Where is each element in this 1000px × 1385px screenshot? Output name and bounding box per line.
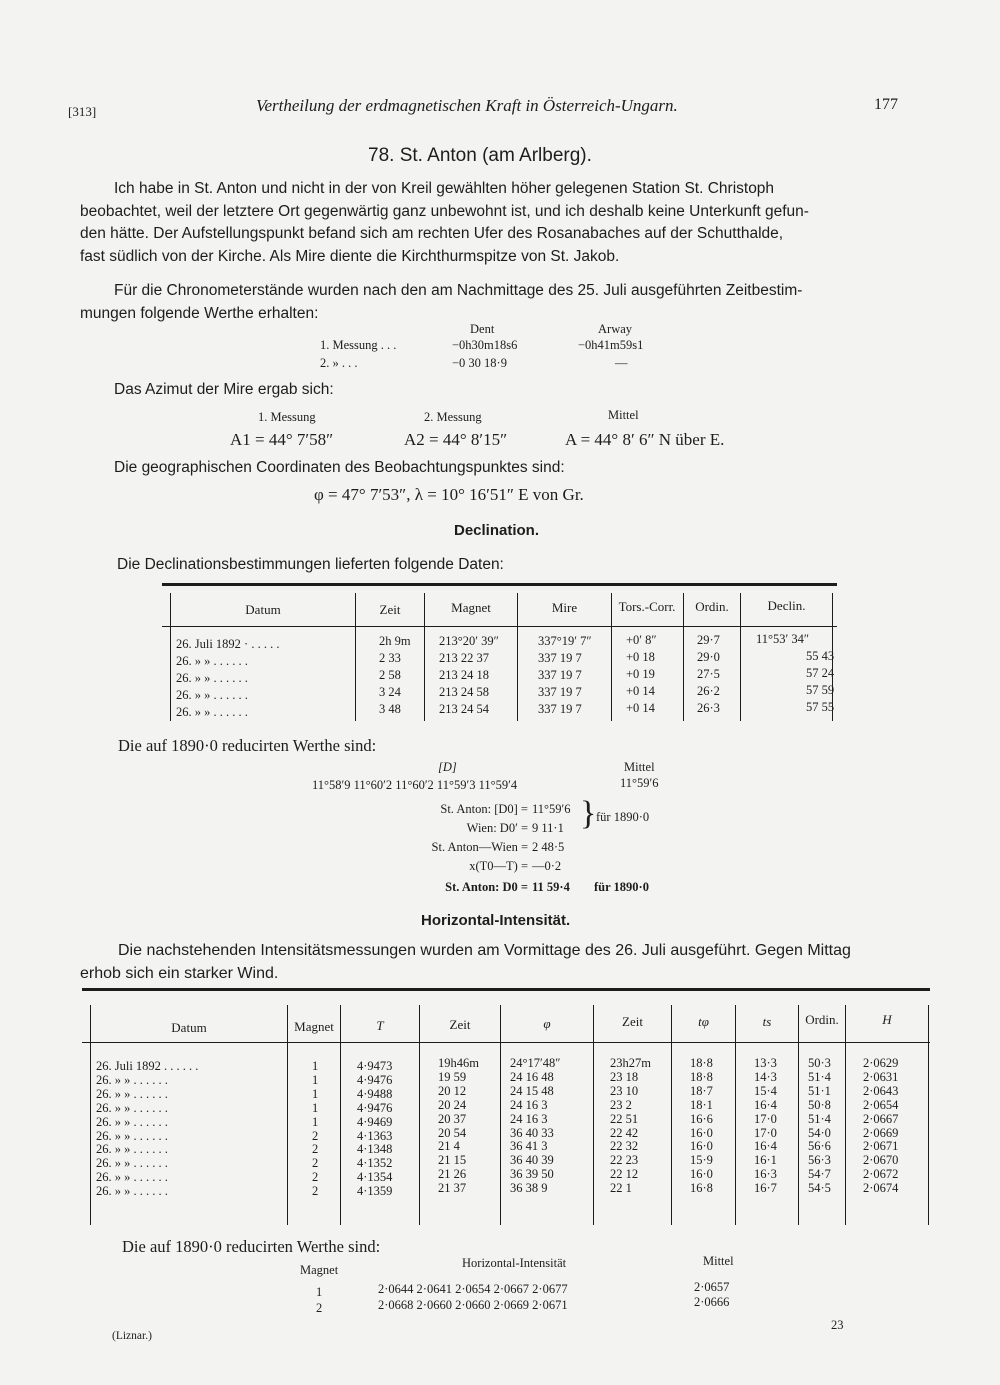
col-header-ts: ts xyxy=(762,1014,772,1029)
row-h: 2·0643 xyxy=(863,1083,899,1098)
coords-value: φ = 47° 7′53″, λ = 10° 16′51″ E von Gr. xyxy=(314,485,584,504)
row-tors: +0 14 xyxy=(626,684,655,698)
page-left-number: [313] xyxy=(68,104,97,119)
row-datum: 26. » » . . . . . . xyxy=(96,1156,168,1171)
final-fuer: für 1890·0 xyxy=(594,880,649,894)
row-datum: 26. » » . . . . . . xyxy=(176,654,248,668)
declination-heading: Declination. xyxy=(454,522,540,539)
row-t: 4·1363 xyxy=(357,1128,393,1143)
row-ordin: 29·0 xyxy=(697,650,720,664)
row-tors: +0′ 8″ xyxy=(626,633,657,647)
row-magnet: 1 xyxy=(312,1086,319,1101)
chrono-col-arway: Arway xyxy=(598,322,633,336)
reduced-magnet: 2 xyxy=(316,1301,323,1315)
row-declin: 57 55 xyxy=(806,700,835,714)
row-t: 4·1359 xyxy=(357,1184,393,1199)
row-h: 2·0667 xyxy=(863,1111,899,1126)
row-magnet: 2 xyxy=(312,1170,319,1185)
d-values: 11°58′9 11°60′2 11°60′2 11°59′3 11°59′4 xyxy=(312,778,518,792)
table-top-rule xyxy=(82,988,930,991)
row-mire: 337°19′ 7″ xyxy=(538,634,592,648)
row-datum: 26. » » . . . . . . xyxy=(96,1114,168,1129)
row-ordin: 51·4 xyxy=(808,1111,831,1126)
row-ordin: 54·0 xyxy=(808,1125,831,1140)
row-datum: 26. » » . . . . . . xyxy=(96,1170,168,1185)
intro-paragraph xyxy=(80,178,930,268)
row-magnet: 213 24 18 xyxy=(439,668,489,682)
reduced-mittel: 2·0657 xyxy=(694,1280,730,1294)
table-header-rule xyxy=(82,1042,930,1043)
row-h: 2·0670 xyxy=(863,1153,899,1168)
row-magnet: 2 xyxy=(312,1156,319,1171)
azimut-value-mittel: A = 44° 8′ 6″ N über E. xyxy=(565,430,725,449)
col-header-datum: Datum xyxy=(245,602,281,617)
brace-icon: } xyxy=(580,795,597,832)
row-zeit: 3 48 xyxy=(379,702,401,716)
horizontal-reduced-intro: Die auf 1890·0 reducirten Werthe sind: xyxy=(122,1237,381,1256)
reduced-col-mittel: Mittel xyxy=(703,1254,734,1268)
col-header-magnet: Magnet xyxy=(294,1019,334,1034)
row-ts: 17·0 xyxy=(754,1111,777,1126)
table-vrule xyxy=(419,1005,420,1225)
row-t: 4·9476 xyxy=(357,1072,393,1087)
row-phi: 24 16 3 xyxy=(510,1097,548,1112)
col-header-t-phi: tφ xyxy=(698,1014,709,1029)
col-header-h: H xyxy=(882,1012,892,1027)
row-datum: 26. » » . . . . . . xyxy=(176,705,248,719)
col-header-tors-corr: Tors.-Corr. xyxy=(618,599,676,614)
row-ordin: 54·7 xyxy=(808,1167,831,1182)
row-zeit-2: 23 10 xyxy=(610,1083,639,1098)
row-zeit: 2h 9m xyxy=(379,634,411,648)
row-datum: 26. Juli 1892 · . . . . . xyxy=(176,637,280,651)
row-magnet: 2 xyxy=(312,1128,319,1143)
row-phi: 24 15 48 xyxy=(510,1083,554,1098)
table-vrule xyxy=(340,1005,341,1225)
chrono-line: mungen folgende Werthe erhalten: xyxy=(80,304,319,322)
row-zeit: 2 58 xyxy=(379,668,401,682)
azimut-value-2: A2 = 44° 8′15″ xyxy=(404,430,508,449)
row-phi: 24 16 48 xyxy=(510,1069,554,1084)
row-zeit: 21 4 xyxy=(438,1139,460,1154)
reduced-magnet: 1 xyxy=(316,1285,323,1299)
row-ordin: 29·7 xyxy=(697,633,720,647)
row-h: 2·0674 xyxy=(863,1181,899,1196)
intro-line: beobachtet, weil der letztere Ort gegenwärtig ganz unbewohnt ist, und ich deshalb keine Unterkunft gefun- xyxy=(80,202,809,220)
reduction-left: St. Anton: [D0] = xyxy=(440,802,528,816)
horizontal-intro-line: erhob sich ein starker Wind. xyxy=(80,964,279,982)
mittel-label: Mittel xyxy=(624,760,655,774)
horizontal-intro xyxy=(80,940,930,985)
intro-line: fast südlich von der Kirche. Als Mire diente die Kirchthurmspitze von St. Jakob. xyxy=(80,247,620,265)
row-zeit: 21 26 xyxy=(438,1167,467,1182)
row-ordin: 54·5 xyxy=(808,1181,831,1196)
declination-reduced-intro: Die auf 1890·0 reducirten Werthe sind: xyxy=(118,736,377,755)
row-t-phi: 16·6 xyxy=(690,1111,713,1126)
chrono-line: Für die Chronometerstände wurden nach den am Nachmittage des 25. Juli ausgeführten Zeitbestim- xyxy=(114,282,803,299)
row-zeit-2: 22 23 xyxy=(610,1153,639,1168)
table-header-rule xyxy=(162,626,837,627)
row-ts: 16·7 xyxy=(754,1181,777,1196)
row-declin: 57 59 xyxy=(806,683,835,697)
intro-line: den hätte. Der Aufstellungspunkt befand sich am rechten Ufer des Rosanabaches auf der Schutthalde, xyxy=(80,225,784,242)
row-magnet: 1 xyxy=(312,1114,319,1129)
row-magnet: 213 22 37 xyxy=(439,651,489,665)
row-magnet: 2 xyxy=(312,1184,319,1199)
row-mire: 337 19 7 xyxy=(538,668,582,682)
row-ordin: 27·5 xyxy=(697,667,720,681)
table-vrule xyxy=(287,1005,288,1225)
azimut-label-1: 1. Messung xyxy=(258,410,316,424)
row-t-phi: 16·0 xyxy=(690,1139,713,1154)
col-header-zeit: Zeit xyxy=(449,1017,471,1032)
row-magnet: 213°20′ 39″ xyxy=(439,634,499,648)
table-vrule xyxy=(735,1005,736,1225)
row-tors: +0 14 xyxy=(626,701,655,715)
row-t: 4·1348 xyxy=(357,1142,393,1157)
table-vrule xyxy=(500,1005,501,1225)
row-t-phi: 18·1 xyxy=(690,1097,713,1112)
row-mire: 337 19 7 xyxy=(538,651,582,665)
row-zeit-2: 22 32 xyxy=(610,1139,639,1154)
row-magnet: 1 xyxy=(312,1059,319,1073)
row-ordin: 50·8 xyxy=(808,1097,831,1112)
row-ordin: 26·3 xyxy=(697,701,720,715)
declination-intro: Die Declinationsbestimmungen lieferten folgende Daten: xyxy=(117,556,504,573)
chrono-row-label: 1. Messung . . . xyxy=(320,338,397,352)
final-right: 11 59·4 xyxy=(532,880,570,894)
row-datum: 26. » » . . . . . . xyxy=(96,1142,168,1157)
row-zeit: 21 15 xyxy=(438,1153,467,1168)
row-h: 2·0629 xyxy=(863,1056,899,1070)
row-phi: 24°17′48″ xyxy=(510,1056,561,1070)
row-t: 4·1352 xyxy=(357,1156,393,1171)
row-t-phi: 18·8 xyxy=(690,1056,713,1070)
row-zeit: 21 37 xyxy=(438,1181,467,1196)
row-zeit-2: 22 51 xyxy=(610,1111,639,1126)
chrono-col-dent: Dent xyxy=(470,322,495,336)
row-zeit: 20 37 xyxy=(438,1111,467,1126)
reduction-right: 2 48·5 xyxy=(532,840,565,854)
section-title: 78. St. Anton (am Arlberg). xyxy=(368,145,592,166)
table-vrule xyxy=(593,1005,594,1225)
row-datum: 26. » » . . . . . . xyxy=(96,1100,168,1115)
reduced-values: 2·0668 2·0660 2·0660 2·0669 2·0671 xyxy=(378,1298,568,1312)
row-declin: 57 24 xyxy=(806,666,835,680)
row-zeit-2: 22 42 xyxy=(610,1125,639,1140)
col-header-datum: Datum xyxy=(171,1020,207,1035)
row-t-phi: 16·0 xyxy=(690,1167,713,1182)
row-ts: 16·4 xyxy=(754,1139,777,1154)
row-h: 2·0669 xyxy=(863,1125,899,1140)
table-vrule xyxy=(798,1005,799,1225)
row-datum: 26. » » . . . . . . xyxy=(96,1072,168,1087)
row-datum: 26. » » . . . . . . xyxy=(96,1184,168,1199)
page-number: 177 xyxy=(874,96,898,113)
table-vrule xyxy=(928,1005,929,1225)
row-phi: 36 40 39 xyxy=(510,1153,554,1168)
row-h: 2·0671 xyxy=(863,1139,899,1154)
azimut-label-2: 2. Messung xyxy=(424,410,482,424)
row-zeit: 20 12 xyxy=(438,1083,467,1098)
row-zeit: 19 59 xyxy=(438,1069,467,1084)
row-tors: +0 18 xyxy=(626,650,655,664)
horizontal-intro-line: Die nachstehenden Intensitätsmessungen wurden am Vormittage des 26. Juli ausgeführt. Gegen Mittag xyxy=(118,942,851,959)
row-t: 4·9473 xyxy=(357,1059,393,1073)
fuer-label: für 1890·0 xyxy=(596,810,650,824)
row-zeit: 20 54 xyxy=(438,1125,467,1140)
row-phi: 24 16 3 xyxy=(510,1111,548,1126)
chrono-row-arway: — xyxy=(615,356,628,370)
reduction-right: —0·2 xyxy=(532,859,562,873)
row-mire: 337 19 7 xyxy=(538,685,582,699)
chrono-row-arway: −0h41m59s1 xyxy=(578,338,644,352)
row-ordin: 56·3 xyxy=(808,1153,831,1168)
col-header-zeit: Zeit xyxy=(379,602,401,617)
table-vrule xyxy=(90,1005,91,1225)
row-ts: 16·4 xyxy=(754,1097,777,1112)
row-ts: 17·0 xyxy=(754,1125,777,1140)
row-zeit: 3 24 xyxy=(379,685,401,699)
running-title: Vertheilung der erdmagnetischen Kraft in Österreich-Ungarn. xyxy=(256,96,678,115)
row-magnet: 1 xyxy=(312,1072,319,1087)
reduced-col-magnet: Magnet xyxy=(300,1263,339,1277)
row-zeit-2: 23h27m xyxy=(610,1056,651,1070)
row-magnet: 213 24 54 xyxy=(439,702,489,716)
row-t: 4·9469 xyxy=(357,1114,393,1129)
row-t-phi: 16·8 xyxy=(690,1181,713,1196)
col-header-t: T xyxy=(376,1018,384,1033)
row-zeit-2: 23 2 xyxy=(610,1097,632,1112)
row-ordin: 56·6 xyxy=(808,1139,831,1154)
azimut-label-3: Mittel xyxy=(608,408,639,422)
row-magnet: 1 xyxy=(312,1100,319,1115)
row-ts: 13·3 xyxy=(754,1056,777,1070)
footer-author: (Liznar.) xyxy=(112,1330,152,1342)
footer-signature: 23 xyxy=(831,1318,844,1332)
reduced-mittel: 2·0666 xyxy=(694,1295,730,1309)
row-ts: 16·3 xyxy=(754,1167,777,1182)
table-top-rule xyxy=(162,583,837,586)
reduction-left: St. Anton—Wien = xyxy=(431,840,528,854)
col-header-magnet: Magnet xyxy=(451,600,491,615)
row-t-phi: 18·8 xyxy=(690,1069,713,1084)
row-ts: 14·3 xyxy=(754,1069,777,1084)
row-t: 4·9488 xyxy=(357,1086,393,1101)
table-vrule xyxy=(671,1005,672,1225)
row-datum: 26. » » . . . . . . xyxy=(176,688,248,702)
row-ordin: 26·2 xyxy=(697,684,720,698)
chrono-row-dent: −0 30 18·9 xyxy=(452,356,507,370)
row-zeit-2: 22 1 xyxy=(610,1181,632,1196)
row-zeit-2: 23 18 xyxy=(610,1069,639,1084)
reduction-right: 9 11·1 xyxy=(532,821,564,835)
row-datum: 26. » » . . . . . . xyxy=(176,671,248,685)
row-zeit: 20 24 xyxy=(438,1097,467,1112)
horizontal-heading: Horizontal-Intensität. xyxy=(421,912,571,929)
row-declin: 11°53′ 34″ xyxy=(756,632,810,646)
d-label: [D] xyxy=(438,760,457,774)
d-mittel: 11°59′6 xyxy=(620,776,659,790)
col-header-ordin: Ordin. xyxy=(805,1012,839,1027)
table-vrule xyxy=(845,1005,846,1225)
row-ts: 16·1 xyxy=(754,1153,777,1168)
row-ordin: 50·3 xyxy=(808,1056,831,1070)
row-zeit: 19h46m xyxy=(438,1056,479,1070)
row-magnet: 213 24 58 xyxy=(439,685,489,699)
row-t-phi: 18·7 xyxy=(690,1083,713,1098)
row-t-phi: 15·9 xyxy=(690,1153,713,1168)
row-datum: 26. » » . . . . . . xyxy=(96,1128,168,1143)
row-datum: 26. » » . . . . . . xyxy=(96,1086,168,1101)
row-h: 2·0672 xyxy=(863,1167,899,1182)
row-phi: 36 38 9 xyxy=(510,1181,548,1196)
reduction-left: x(T0—T) = xyxy=(469,859,528,873)
chrono-row-dent: −0h30m18s6 xyxy=(452,338,518,352)
col-header-ordin: Ordin. xyxy=(695,599,729,614)
row-ordin: 51·4 xyxy=(808,1069,831,1084)
reduction-right: 11°59′6 xyxy=(532,802,571,816)
row-zeit: 2 33 xyxy=(379,651,401,665)
azimut-intro: Das Azimut der Mire ergab sich: xyxy=(114,381,334,398)
row-h: 2·0631 xyxy=(863,1069,899,1084)
azimut-value-1: A1 = 44° 7′58″ xyxy=(230,430,334,449)
chrono-paragraph xyxy=(80,280,930,325)
row-tors: +0 19 xyxy=(626,667,655,681)
row-ts: 15·4 xyxy=(754,1083,777,1098)
row-t: 4·1354 xyxy=(357,1170,393,1185)
col-header-zeit-2: Zeit xyxy=(622,1014,643,1029)
col-header-mire: Mire xyxy=(551,600,578,615)
row-zeit-2: 22 12 xyxy=(610,1167,639,1182)
row-t-phi: 16·0 xyxy=(690,1125,713,1140)
row-t: 4·9476 xyxy=(357,1100,393,1115)
col-header-phi: φ xyxy=(543,1016,551,1031)
row-magnet: 2 xyxy=(312,1142,319,1157)
col-header-declin: Declin. xyxy=(767,598,806,613)
row-h: 2·0654 xyxy=(863,1097,899,1112)
row-phi: 36 41 3 xyxy=(510,1139,548,1154)
row-ordin: 51·1 xyxy=(808,1083,831,1098)
row-declin: 55 43 xyxy=(806,649,835,663)
coords-intro: Die geographischen Coordinaten des Beobachtungspunktes sind: xyxy=(114,459,565,476)
reduced-values: 2·0644 2·0641 2·0654 2·0667 2·0677 xyxy=(378,1282,568,1296)
reduced-col-hi: Horizontal-Intensität xyxy=(462,1256,567,1270)
intro-line: Ich habe in St. Anton und nicht in der von Kreil gewählten höher gelegenen Station St. Christoph xyxy=(114,180,775,197)
row-phi: 36 39 50 xyxy=(510,1167,554,1182)
chrono-row-label: 2. » . . . xyxy=(320,356,358,370)
reduction-left: Wien: D0′ = xyxy=(466,821,528,835)
final-left: St. Anton: D0 = xyxy=(445,880,528,894)
row-mire: 337 19 7 xyxy=(538,702,582,716)
row-datum: 26. Juli 1892 . . . . . . xyxy=(96,1059,199,1073)
row-phi: 36 40 33 xyxy=(510,1125,554,1140)
